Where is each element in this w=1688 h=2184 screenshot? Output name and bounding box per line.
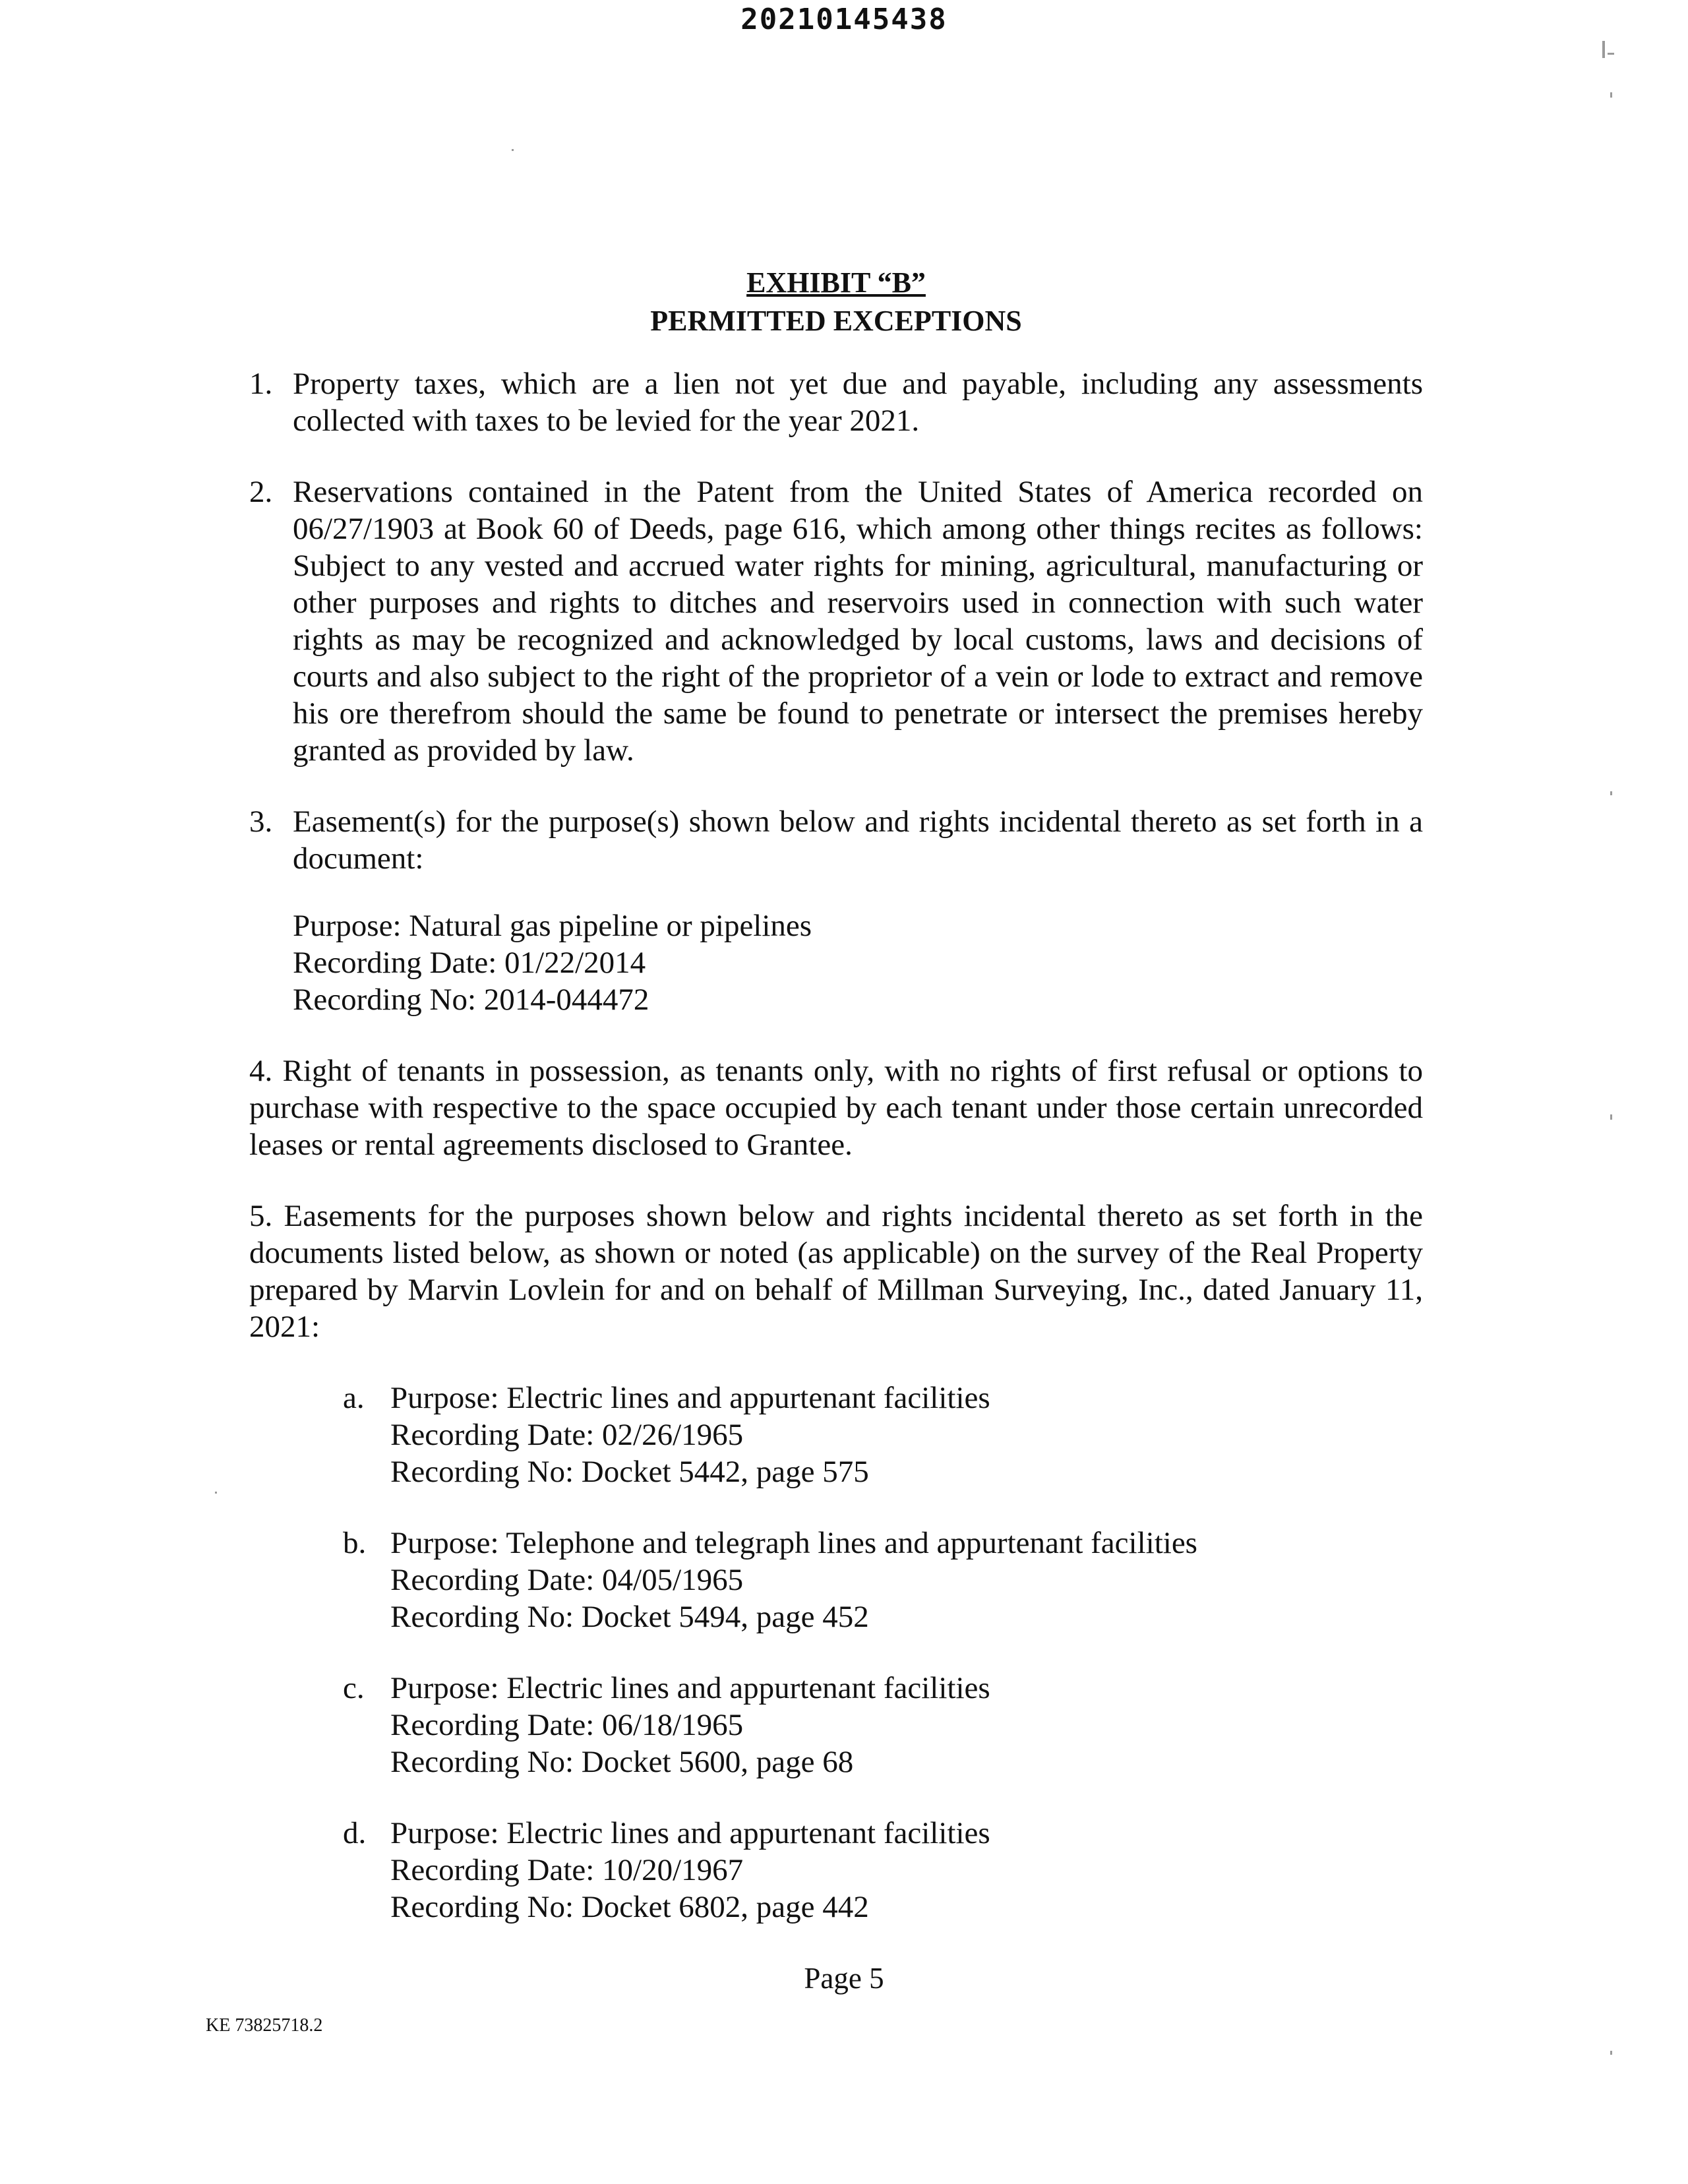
sub-item-b [343, 1525, 1423, 1635]
purpose-line: Purpose: Natural gas pipeline or pipelines [293, 909, 812, 943]
item-number: 2. [249, 475, 273, 509]
exception-item-3 [249, 803, 1423, 1018]
exhibit-heading: EXHIBIT “B” [746, 266, 926, 299]
scan-speck [512, 149, 514, 151]
recording-no-line: Recording No: Docket 5442, page 575 [390, 1455, 869, 1489]
sub-item-letter: c. [343, 1671, 365, 1705]
item-text: Easement(s) for the purpose(s) shown below and rights incidental thereto as set forth in a document: [293, 804, 1423, 876]
exception-item-5 [249, 1198, 1423, 1926]
exception-item-2 [249, 473, 1423, 769]
recording-date-line: Recording Date: 04/05/1965 [390, 1563, 744, 1597]
item-5-text: 5. Easements for the purposes shown below and rights incidental thereto as set forth in the documents listed below, as shown or noted (as applicable) on the survey of the Real Property prepared by Marvin Lovlein for and on behalf of Millman Surveying, Inc., dated January 11, 2021: [249, 1199, 1423, 1344]
purpose-line: Purpose: Electric lines and appurtenant facilities [390, 1816, 990, 1850]
easement-details [293, 907, 1423, 1018]
scan-speck [1610, 2051, 1612, 2055]
scan-speck [215, 1492, 217, 1494]
recording-no-line: Recording No: Docket 5494, page 452 [390, 1600, 869, 1634]
sub-item-a [343, 1380, 1423, 1490]
document-title [249, 264, 1423, 340]
exception-item-1 [249, 365, 1423, 439]
recording-no-line: Recording No: 2014-044472 [293, 983, 649, 1017]
purpose-line: Purpose: Electric lines and appurtenant facilities [390, 1381, 990, 1415]
sub-item-letter: d. [343, 1816, 367, 1850]
recording-date-line: Recording Date: 06/18/1965 [390, 1708, 744, 1742]
scan-speck [1608, 53, 1614, 55]
sub-item-letter: a. [343, 1381, 365, 1415]
purpose-line: Purpose: Telephone and telegraph lines and appurtenant facilities [390, 1526, 1197, 1560]
sub-item-c [343, 1670, 1423, 1780]
exception-item-4: 4. Right of tenants in possession, as tenants only, with no rights of first refusal or options to purchase with respective to the space occupied by each tenant under those certain unrecorded leases or rental agreements disclosed to Grantee. [249, 1054, 1423, 1162]
sub-item-d [343, 1815, 1423, 1926]
easement-sub-list [249, 1380, 1423, 1926]
scan-speck [1602, 41, 1605, 58]
document-page [249, 264, 1423, 1960]
recording-number: 20210145438 [740, 3, 948, 36]
scan-speck [1610, 92, 1612, 98]
recording-no-line: Recording No: Docket 6802, page 442 [390, 1890, 869, 1924]
recording-date-line: Recording Date: 02/26/1965 [390, 1418, 744, 1452]
recording-no-line: Recording No: Docket 5600, page 68 [390, 1745, 854, 1779]
item-text: Property taxes, which are a lien not yet due and payable, including any assessments collected with taxes to be levied for the year 2021. [293, 367, 1423, 438]
item-text: Reservations contained in the Patent from the United States of America recorded on 06/27/1903 at Book 60 of Deeds, page 616, which among other things recites as follows: Subject to any vested and accrued water rights for mining, agricultural, manufacturing or other purposes and rights to ditches and reservoirs used in connection with such water rights as may be recognized and acknowledged by local customs, laws and decisions of courts and also subject to the right of the proprietor of a vein or lode to extract and remove his ore therefrom should the same be found to penetrate or intersect the premises hereby granted as provided by law. [293, 475, 1423, 768]
exceptions-list [249, 365, 1423, 1926]
scan-speck [1610, 1114, 1612, 1120]
item-number: 3. [249, 804, 273, 839]
purpose-line: Purpose: Electric lines and appurtenant facilities [390, 1671, 990, 1705]
document-code: KE 73825718.2 [206, 2015, 323, 2036]
item-number: 1. [249, 367, 273, 401]
section-heading: PERMITTED EXCEPTIONS [650, 305, 1022, 337]
page-number: Page 5 [804, 1962, 884, 1995]
recording-date-line: Recording Date: 10/20/1967 [390, 1853, 744, 1887]
recording-date-line: Recording Date: 01/22/2014 [293, 946, 646, 980]
scan-speck [1610, 791, 1612, 795]
sub-item-letter: b. [343, 1526, 367, 1560]
